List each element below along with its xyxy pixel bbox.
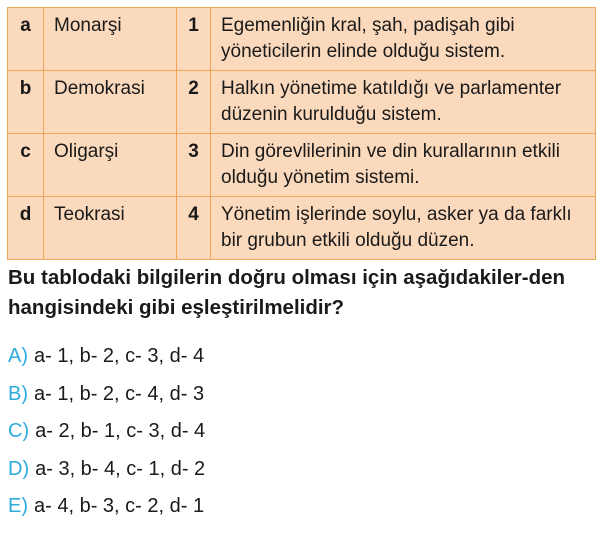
- option-a[interactable]: [8, 343, 588, 369]
- matching-table: [7, 7, 596, 260]
- row-number: 1: [177, 8, 211, 71]
- option-b[interactable]: [8, 381, 588, 407]
- row-number: 4: [177, 197, 211, 260]
- term-description: Din görevlilerinin ve din kurallarının etkili olduğu yönetim sistemi.: [211, 134, 596, 197]
- option-text: a- 2, b- 1, c- 3, d- 4: [35, 420, 206, 442]
- answer-options: [8, 343, 588, 531]
- table-row: [8, 8, 596, 71]
- option-text: a- 3, b- 4, c- 1, d- 2: [35, 457, 206, 480]
- question-text: Bu tablodaki bilgilerin doğru olması için aşağıdakiler-den hangisindeki gibi eşleştirilmelidir?: [8, 266, 566, 319]
- option-text: a- 1, b- 2, c- 3, d- 4: [34, 345, 205, 367]
- government-term: Monarşi: [44, 8, 177, 71]
- term-description: Yönetim işlerinde soylu, asker ya da farklı bir grubun etkili olduğu düzen.: [211, 197, 596, 260]
- option-letter: C): [8, 420, 30, 442]
- row-letter: a: [8, 8, 44, 71]
- row-letter: c: [8, 134, 44, 197]
- table-row: [8, 71, 596, 134]
- option-letter: D): [8, 457, 30, 480]
- term-description: Halkın yönetime katıldığı ve parlamenter düzenin kurulduğu sistem.: [211, 71, 596, 134]
- option-letter: B): [8, 382, 28, 405]
- government-term: Teokrasi: [44, 197, 177, 260]
- option-text: a- 1, b- 2, c- 4, d- 3: [34, 382, 205, 405]
- table-row: [8, 197, 596, 260]
- option-d[interactable]: [8, 456, 588, 482]
- row-number: 2: [177, 71, 211, 134]
- option-text: a- 4, b- 3, c- 2, d- 1: [34, 495, 205, 517]
- row-letter: d: [8, 197, 44, 260]
- option-c[interactable]: [8, 418, 588, 444]
- option-e[interactable]: [8, 493, 588, 519]
- government-term: Oligarşi: [44, 134, 177, 197]
- government-term: Demokrasi: [44, 71, 177, 134]
- row-number: 3: [177, 134, 211, 197]
- row-letter: b: [8, 71, 44, 134]
- table-row: [8, 134, 596, 197]
- term-description: Egemenliğin kral, şah, padişah gibi yöneticilerin elinde olduğu sistem.: [211, 8, 596, 71]
- option-letter: A): [8, 345, 28, 367]
- option-letter: E): [8, 495, 28, 517]
